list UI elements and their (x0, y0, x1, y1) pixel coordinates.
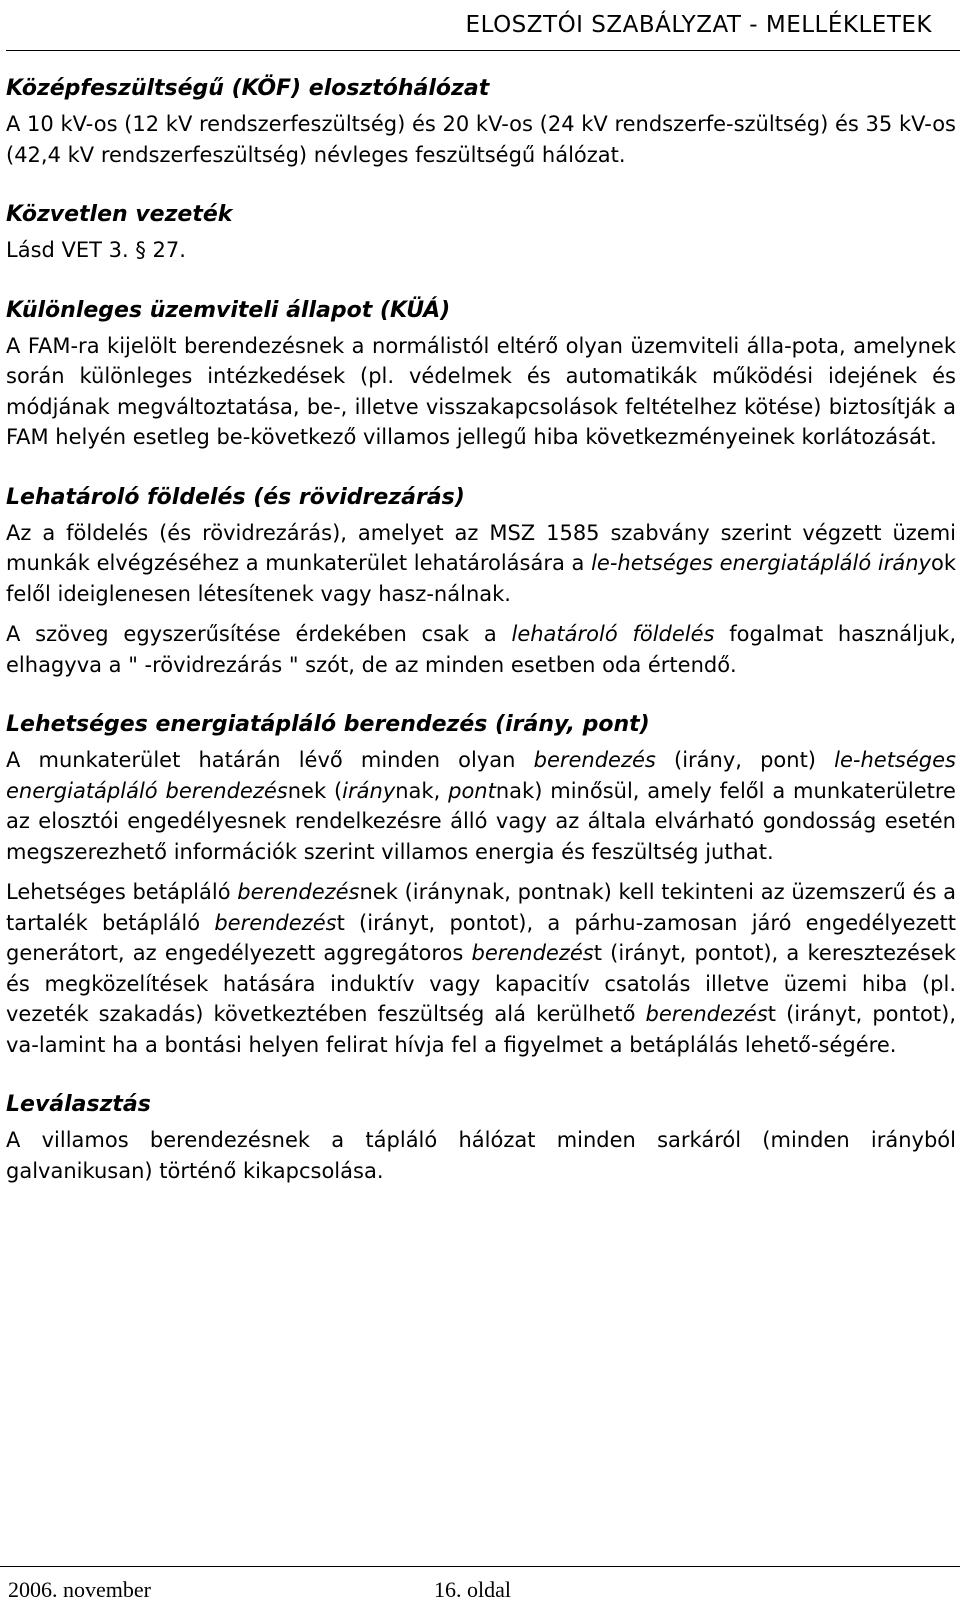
text-run: t (irányt, pontot), a párhu-zamosan járó engedélyezett generátort, az engedélyezett aggregátoros (6, 910, 956, 965)
running-header: ELOSZTÓI SZABÁLYZAT - MELLÉKLETEK (465, 12, 932, 38)
text-run: A szöveg egyszerűsítése érdekében csak a (6, 622, 512, 646)
italic-term: berendezés (471, 941, 594, 965)
section-paragraph: A FAM-ra kijelölt berendezésnek a normálistól eltérő olyan üzemviteli álla-pota, amelynek során különleges intézkedések (pl. védelmek és automatikák működési idejének és módjának megváltoztatása, be-, illetve visszakapcsolások feltételhez kötése) biztosítják a FAM helyén esetleg be-következő villamos jellegű hiba következményeinek korlátozását. (6, 333, 956, 449)
text-run: t (irányt, pontot), va-lamint ha a bontási helyen felirat hívja fel a figyelmet a betáplálás lehető-ségére. (6, 1002, 956, 1057)
section-heading: Lehetséges energiatápláló berendezés (irány, pont) (6, 712, 650, 737)
italic-term: pont (448, 778, 496, 803)
italic-term: le-hetséges energiatápláló berendezés (6, 748, 956, 803)
section-paragraph (6, 745, 956, 867)
italic-term: berendezés (237, 880, 360, 904)
text-run: nak) minősül, amely felől a munkaterületre az elosztói engedélyesnek rendelkezésre álló vagy az általa elvárható gondosság esetén megszerezhető információk szerint villamos energia és feszültség juthat. (6, 778, 956, 864)
italic-term: berendezés (214, 910, 337, 935)
text-run: Lehetséges betápláló (6, 880, 238, 904)
text-run: (irány, pont) (655, 748, 835, 772)
section-kozvetlen-vezetek (6, 200, 956, 266)
text-run: nek (iránynak, pontnak) kell tekinteni az üzemszerű és a tartalék betápláló (6, 880, 956, 935)
section-lehatarolo-foldeles (6, 483, 956, 681)
section-kof (6, 74, 956, 170)
section-lehetseges-energiataplalo (6, 710, 956, 1060)
section-paragraph (6, 619, 956, 680)
header-divider (6, 50, 960, 51)
italic-term: berendezés (645, 1002, 768, 1026)
text-run: fogalmat használjuk, elhagyva a " -rövidrezárás " szót, de az minden esetben oda értendő. (6, 622, 956, 677)
section-paragraph: A villamos berendezésnek a tápláló hálózat minden sarkáról (minden irányból galvanikusan) történő kikapcsolása. (6, 1128, 956, 1183)
section-kua (6, 296, 956, 453)
document-body (6, 74, 956, 1186)
text-run: A munkaterület határán lévő minden olyan (6, 748, 534, 772)
section-heading: Közvetlen vezeték (6, 202, 233, 227)
text-run: t (irányt, pontot), a keresztezések és megközelítések hatására induktív vagy kapacitív csatolás illetve üzemi hiba (pl. vezeték szakadás) következtében feszültség alá kerülhető (6, 941, 956, 1026)
text-run: Az a földelés (és rövidrezárás), amelyet az MSZ 1585 szabvány szerint végzett üzemi munkák elvégzéséhez a munkaterület lehatárolására a (6, 520, 956, 575)
section-heading: Középfeszültségű (KÖF) elosztóhálózat (6, 76, 490, 101)
section-heading: Különleges üzemviteli állapot (KÜÁ) (6, 297, 451, 323)
section-paragraph (6, 877, 956, 1060)
text-run: nek ( (287, 778, 343, 803)
section-levalasztas (6, 1090, 956, 1186)
italic-term: lehatároló földelés (511, 622, 715, 646)
text-run: nak, (395, 778, 449, 803)
footer-page-number: 16. oldal (434, 1577, 511, 1602)
section-heading: Lehatároló földelés (és rövidrezárás) (6, 484, 465, 510)
italic-term: berendezés (533, 748, 656, 772)
section-heading: Leválasztás (6, 1092, 151, 1117)
section-paragraph (6, 518, 956, 610)
text-run: ok felől ideiglenesen létesítenek vagy hasz-nálnak. (6, 551, 957, 606)
footer-date: 2006. november (8, 1577, 151, 1602)
italic-term: le-hetséges energiatápláló irány (591, 551, 931, 575)
footer-divider (0, 1566, 960, 1567)
section-paragraph: A 10 kV-os (12 kV rendszerfeszültség) és 20 kV-os (24 kV rendszerfe-szültség) és 35 kV-os (42,4 kV rendszerfeszültség) névleges feszültségű hálózat. (6, 112, 956, 167)
italic-term: irány (342, 778, 396, 803)
section-paragraph: Lásd VET 3. § 27. (6, 238, 186, 262)
